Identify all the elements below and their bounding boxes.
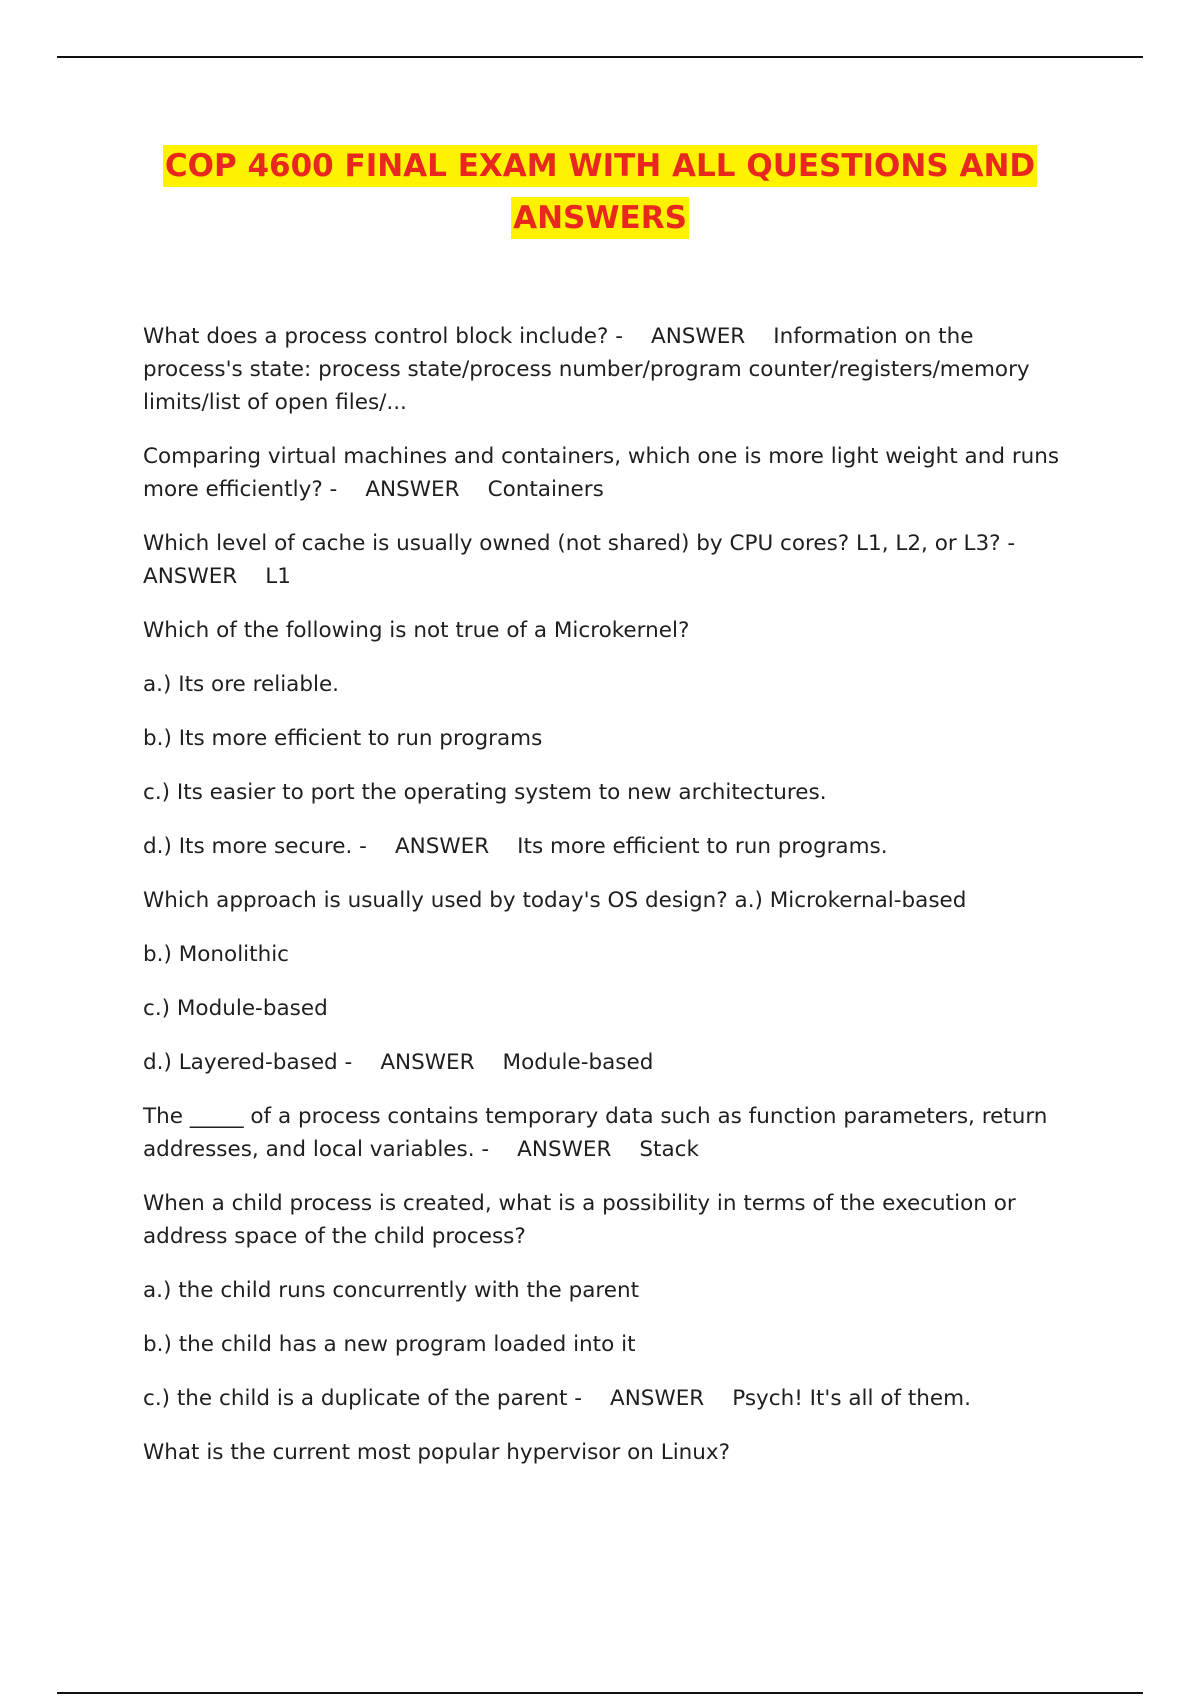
answer-text: Information on the: [773, 324, 974, 349]
answer-text: Module-based: [502, 1050, 654, 1075]
answer-text: Psych! It's all of them.: [732, 1386, 971, 1411]
qa-paragraph: [143, 614, 1073, 647]
answer-label: ANSWER: [610, 1386, 705, 1411]
text-line: limits/list of open files/...: [143, 390, 407, 415]
text-line: What is the current most popular hypervisor on Linux?: [143, 1440, 731, 1465]
bottom-rule: [57, 1692, 1143, 1694]
qa-paragraph: [143, 722, 1073, 755]
text-line: [143, 560, 1073, 593]
qa-paragraph: [143, 884, 1073, 917]
title-line-1: COP 4600 FINAL EXAM WITH ALL QUESTIONS AND: [163, 145, 1037, 187]
qa-content: [143, 320, 1073, 1469]
qa-paragraph: [143, 776, 1073, 809]
text-line: When a child process is created, what is a possibility in terms of the execution or: [143, 1191, 1016, 1216]
paragraph-gap: [143, 1361, 1073, 1382]
paragraph-gap: [143, 1166, 1073, 1187]
paragraph-gap: [143, 1307, 1073, 1328]
paragraph-gap: [143, 971, 1073, 992]
paragraph-gap: [143, 1079, 1073, 1100]
answer-label: ANSWER: [517, 1137, 612, 1162]
question-text: c.) the child is a duplicate of the parent -: [143, 1386, 582, 1411]
document-title: [0, 140, 1200, 244]
qa-paragraph: [143, 1328, 1073, 1361]
question-text: addresses, and local variables. -: [143, 1137, 490, 1162]
answer-label: ANSWER: [143, 564, 238, 589]
qa-paragraph: [143, 1046, 1073, 1079]
paragraph-gap: [143, 701, 1073, 722]
paragraph-gap: [143, 809, 1073, 830]
qa-paragraph: [143, 992, 1073, 1025]
qa-paragraph: [143, 1436, 1073, 1469]
text-line: a.) Its ore reliable.: [143, 672, 340, 697]
qa-paragraph: [143, 1100, 1073, 1166]
answer-text: Stack: [639, 1137, 699, 1162]
paragraph-gap: [143, 1415, 1073, 1436]
title-line-2: ANSWERS: [511, 197, 689, 239]
top-rule: [57, 56, 1143, 58]
text-line: a.) the child runs concurrently with the parent: [143, 1278, 640, 1303]
qa-paragraph: [143, 938, 1073, 971]
text-line: The _____ of a process contains temporary data such as function parameters, return: [143, 1104, 1048, 1129]
qa-paragraph: [143, 1274, 1073, 1307]
paragraph-gap: [143, 917, 1073, 938]
text-line: Which of the following is not true of a Microkernel?: [143, 618, 690, 643]
text-line: Which approach is usually used by today's OS design? a.) Microkernal-based: [143, 888, 967, 913]
answer-label: ANSWER: [365, 477, 460, 502]
paragraph-gap: [143, 506, 1073, 527]
text-line: b.) Its more efficient to run programs: [143, 726, 543, 751]
question-text: more efficiently? -: [143, 477, 338, 502]
question-text: d.) Layered-based -: [143, 1050, 353, 1075]
text-line: address space of the child process?: [143, 1224, 526, 1249]
qa-paragraph: [143, 830, 1073, 863]
answer-text: Containers: [487, 477, 604, 502]
text-line: c.) Module-based: [143, 996, 328, 1021]
paragraph-gap: [143, 593, 1073, 614]
text-line: [143, 1382, 1073, 1415]
qa-paragraph: [143, 320, 1073, 419]
text-line: [143, 830, 1073, 863]
answer-label: ANSWER: [394, 834, 490, 859]
text-line: b.) the child has a new program loaded into it: [143, 1332, 636, 1357]
text-line: b.) Monolithic: [143, 942, 289, 967]
text-line: [143, 1046, 1073, 1079]
paragraph-gap: [143, 1253, 1073, 1274]
text-line: [143, 1133, 1073, 1166]
paragraph-gap: [143, 419, 1073, 440]
paragraph-gap: [143, 755, 1073, 776]
answer-text: Its more efficient to run programs.: [517, 834, 888, 859]
text-line: process's state: process state/process number/program counter/registers/memory: [143, 357, 1030, 382]
answer-label: ANSWER: [380, 1050, 475, 1075]
qa-paragraph: [143, 1187, 1073, 1253]
qa-paragraph: [143, 440, 1073, 506]
qa-paragraph: [143, 668, 1073, 701]
text-line: [143, 473, 1073, 506]
paragraph-gap: [143, 647, 1073, 668]
answer-label: ANSWER: [651, 324, 746, 349]
text-line: Which level of cache is usually owned (not shared) by CPU cores? L1, L2, or L3? -: [143, 531, 1016, 556]
question-text: d.) Its more secure. -: [143, 834, 367, 859]
text-line: c.) Its easier to port the operating system to new architectures.: [143, 780, 827, 805]
qa-paragraph: [143, 1382, 1073, 1415]
answer-text: L1: [265, 564, 291, 589]
paragraph-gap: [143, 1025, 1073, 1046]
text-line: Comparing virtual machines and containers, which one is more light weight and runs: [143, 444, 1060, 469]
question-text: What does a process control block include? -: [143, 324, 623, 349]
qa-paragraph: [143, 527, 1073, 593]
text-line: [143, 320, 1073, 353]
paragraph-gap: [143, 863, 1073, 884]
